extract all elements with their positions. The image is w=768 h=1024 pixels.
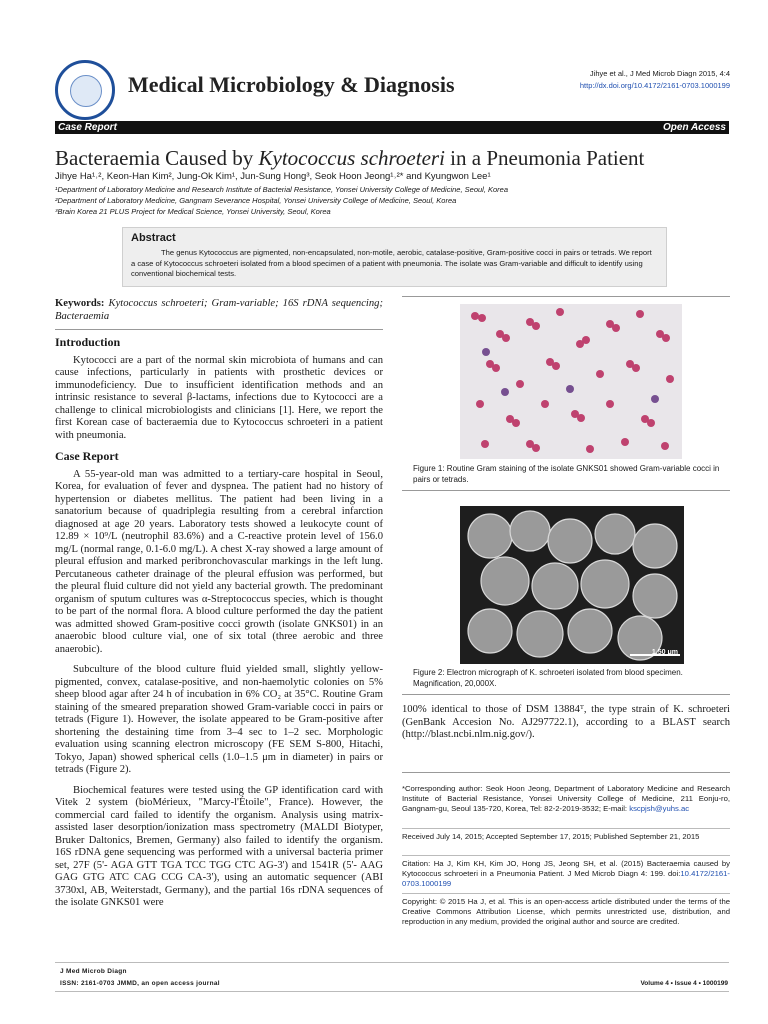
case-paragraph-2: Subculture of the blood culture fluid yielded small, slightly yellow-pigmented, convex, catalase-positive, and non-haemolytic colonies on 5% sheep blood agar after 24 h of incubation in 6% CO₂ at 35°C. Routine Gram staining of the smeared preparation showed Gram-variable cocci in pairs or tetrads (Figure 1). However, the isolate appeared to be Gram-positive after shortening the destaining time from 3–4 sec to 1–2 sec. Morphologic evaluation using scanning electron microscopy (FE SEM S-800, Hitachi, Tokyo, Japan) showed spherical cells (1.0–1.5 μm in diameter) in pairs or tetrads (Figure 2).: [55, 664, 383, 775]
intro-heading: Introduction: [55, 335, 121, 349]
affiliation-3: ³Brain Korea 21 PLUS Project for Medical Science, Yonsei University, Seoul, Korea: [55, 207, 331, 216]
footer-issn: ISSN: 2161-0703 JMMD, an open access journal: [60, 980, 220, 987]
email-link[interactable]: kscpjsh@yuhs.ac: [629, 804, 690, 814]
figure-2-electron-micrograph: [460, 506, 684, 664]
figure-1-caption: Figure 1: Routine Gram staining of the isolate GNKS01 showed Gram-variable cocci in pairs or tetrads.: [413, 464, 720, 484]
journal-logo: [55, 60, 115, 120]
affiliation-2: ²Department of Laboratory Medicine, Gangnam Severance Hospital, Yonsei University College of Medicine, Seoul, Korea: [55, 196, 457, 205]
header-citation: [580, 68, 730, 92]
case-paragraph-3: Biochemical features were tested using the GP identification card with Vitek 2 system (bioMérieux, "Marcy-l'Étoile", France). However, the commercial card failed to identify the organism. Analysis using matrix-assisted laser desorption/ionization mass spectrometry (MALDI Biotyper, Bruker Daltonics, Bremen, Germany) also failed to identify the organism. 16S rDNA gene sequencing was performed with a universal bacteria primer set, 27F (5'- AGA GTT TGA TCC TGG CTC AG-3') and 1541R (5'- AAG GAG GTG ATC CAG CCG CA-3'), using an automatic sequencer (ABI 3730xl, AB, Weiterstadt, Germany), and the partial 16s rDNA sequences of the isolate GNKS01 were: [55, 784, 383, 908]
left-column: [55, 298, 383, 918]
article-type-bar: [55, 121, 729, 134]
abstract-heading: Abstract: [131, 232, 176, 244]
citation-text: Jihye et al., J Med Microb Diagn 2015, 4:4: [589, 69, 730, 78]
case-paragraph-1: A 55-year-old man was admitted to a tertiary-care hospital in Seoul, Korea, for evaluation of fever and dyspnea. The patient had no history of hypertension or diabetes mellitus. The patient had been living in a sanatorium because of quadriplegia resulting from a cerebral infarction diagnosed at age 20 years. Laboratory tests showed a leukocyte count of 12.89 × 10⁹/L (neutrophil 83.6%) and a C-reactive protein level of 156.0 mg/L (normal range, 0.1-6.0 mg/L). A chest X-ray showed a large amount of pleural effusion and marked peribronchovascular markings in the left lung. Percutaneous catheter drainage of the pleural effusion was performed, but the pleural fluid culture did not yield any bacterial growth. The predominant organism of sputum cultures was α-Streptococcus species, which is thought to be part of the normal flora. A blood culture performed the day the patient was admitted showed Gram-positive cocci growth (isolate GNKS01) in an anaerobic blood culture vial, one of six total (three aerobic and three anaerobic).: [55, 468, 383, 655]
corresponding-author: *Corresponding author: Seok Hoon Jeong, Department of Laboratory Medicine and Research Institute of Bacterial Resistance, Yonsei University College of Medicine, 211 Eonju-ro, Gangnam-gu, Seoul 135-720, Korea, Tel: 82-2-2019-3532; E-mail: kscpjsh@yuhs.ac: [402, 784, 730, 814]
footer-journal: J Med Microb Diagn: [60, 968, 127, 975]
citation-footnote: Citation: Ha J, Kim KH, Kim JO, Hong JS, Jeong SH, et al. (2015) Bacteraemia caused by Kytococcus schroeteri in a Pneumonia Patient. J Med Microb Diagn 4: 199. doi:10.4172/2161-0703.1000199: [402, 859, 730, 889]
open-access-label: Open Access: [663, 122, 726, 133]
abstract-text: The genus Kytococcus are pigmented, non-encapsulated, non-motile, aerobic, catalase-positive, Gram-positive cocci in pairs or tetrads. We report a case of Kytococcus schroeteri isolated from a blood specimen of a patient with pneumonia. The isolate was Gram-variable and difficult to identify using conventional biochemical tests.: [131, 248, 652, 278]
doi-link[interactable]: http://dx.doi.org/10.4172/2161-0703.1000199: [579, 81, 730, 90]
case-report-heading: Case Report: [55, 449, 119, 463]
scale-bar-label: 1.50 μm: [651, 649, 678, 656]
affiliation-1: ¹Department of Laboratory Medicine and Research Institute of Bacterial Resistance, Yonsei University College of Medicine, Seoul, Korea: [55, 185, 509, 194]
author-list: Jihye Ha¹˒², Keon-Han Kim², Jung-Ok Kim¹, Jun-Sung Hong³, Seok Hoon Jeong¹˒²* and Kyungwon Lee¹: [55, 171, 491, 182]
keywords: Keywords: Kytococcus schroeteri; Gram-variable; 16S rDNA sequencing; Bacteraemia: [55, 298, 383, 322]
article-type: Case Report: [58, 122, 117, 133]
article-title: Bacteraemia Caused by Kytococcus schroeteri in a Pneumonia Patient: [55, 146, 645, 170]
journal-title: Medical Microbiology & Diagnosis: [128, 72, 455, 97]
received-dates: Received July 14, 2015; Accepted September 17, 2015; Published September 21, 2015: [402, 832, 700, 841]
abstract-box: [122, 227, 667, 287]
continued-text: 100% identical to those of DSM 13884ᵀ, the type strain of K. schroeteri (GenBank Accesion No. AJ297722.1), according to a BLAST search (http://blast.ncbi.nlm.nig.gov/).: [402, 704, 730, 740]
figure-1-gram-stain-image: [460, 304, 682, 459]
citation-doi-link[interactable]: 10.4172/2161-0703.1000199: [402, 869, 730, 889]
intro-text: Kytococci are a part of the normal skin microbiota of humans and can cause infections, particularly in patients with prosthetic devices or immunodeficiency. Due to insufficient identification methods and an intrinsic resistance to several β-lactams, infections due to Kytococci are a challenge to clinical microbiologists and clinicians [1]. Here, we report the first Korean case of bacteraemia due to Kytococcus schroeteri in a patient with pneumonia.: [55, 354, 383, 441]
copyright-notice: Copyright: © 2015 Ha J, et al. This is an open-access article distributed under the terms of the Creative Commons Attribution License, which permits unrestricted use, distribution, and reproduction in any medium, provided the original author and source are credited.: [402, 897, 730, 927]
figure-2-caption: Figure 2: Electron micrograph of K. schroeteri isolated from blood specimen. Magnification, 20,000X.: [413, 668, 683, 688]
footer-volume: Volume 4 • Issue 4 • 1000199: [640, 980, 728, 987]
